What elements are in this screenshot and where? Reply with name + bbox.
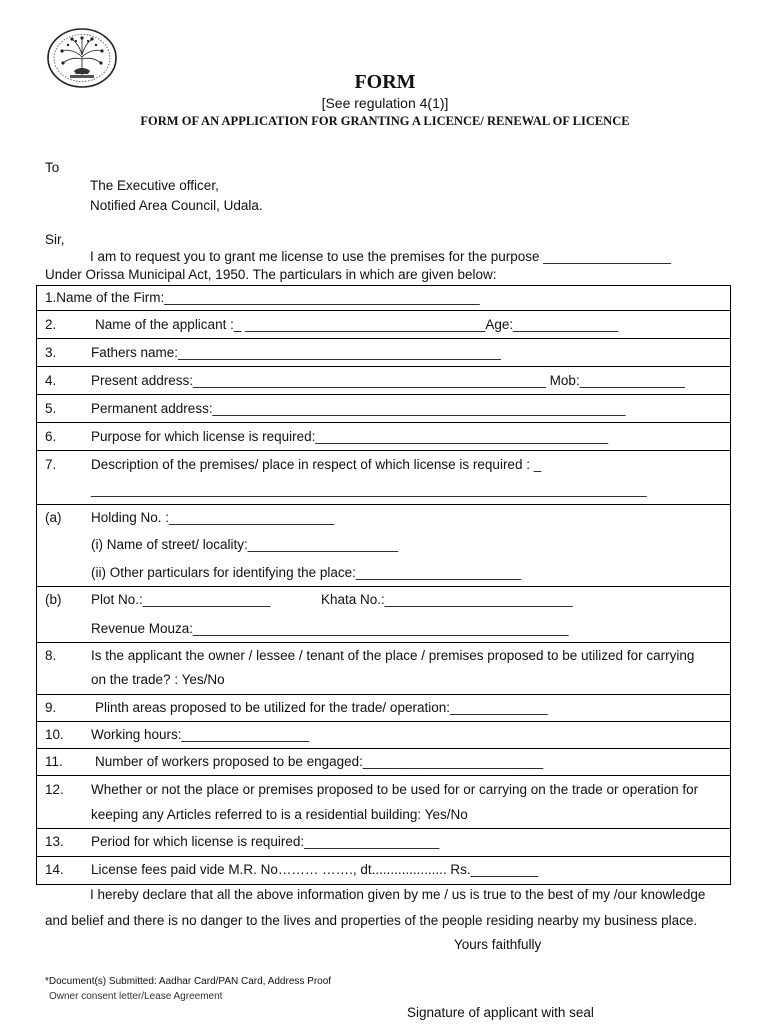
field-premises-description[interactable]: Description of the premises/ place in respect of which license is required : _ — [91, 457, 542, 472]
field-number-of-workers[interactable]: Number of workers proposed to be engaged:________________________ — [95, 754, 544, 769]
row-number: 11. — [45, 754, 63, 769]
row-divider — [37, 504, 730, 505]
field-street-locality[interactable]: (i) Name of street/ locality:____________________ — [91, 537, 398, 552]
row-number: 5. — [45, 401, 57, 416]
field-ownership-answer[interactable]: on the trade? : Yes/No — [91, 672, 225, 687]
row-divider — [37, 721, 730, 722]
row-divider — [37, 642, 730, 643]
row-number: 9. — [45, 700, 57, 715]
field-ownership-question: Is the applicant the owner / lessee / tenant of the place / premises proposed to be utilized for carrying — [91, 648, 695, 663]
row-divider — [37, 586, 730, 587]
row-number: 2. — [45, 317, 57, 332]
field-holding-no[interactable]: Holding No. :______________________ — [91, 510, 335, 525]
row-divider — [37, 828, 730, 829]
field-residential-answer[interactable]: keeping any Articles referred to is a residential building: Yes/No — [91, 807, 468, 822]
row-number: 12. — [45, 782, 64, 797]
field-revenue-mouza[interactable]: Revenue Mouza:__________________________________________________ — [91, 621, 569, 636]
row-number: 3. — [45, 345, 57, 360]
documents-submitted-note: *Document(s) Submitted: Aadhar Card/PAN Card, Address Proof — [45, 976, 332, 987]
signature-label: Signature of applicant with seal — [407, 1005, 594, 1020]
row-number: 8. — [45, 648, 57, 663]
field-license-period[interactable]: Period for which license is required:__________________ — [91, 834, 440, 849]
field-premises-description-line[interactable]: __________________________________________________________________________ — [91, 482, 647, 497]
field-permanent-address[interactable]: Permanent address:_______________________________________________________ — [91, 401, 626, 416]
field-plinth-area[interactable]: Plinth areas proposed to be utilized for the trade/ operation:_____________ — [95, 700, 548, 715]
field-residential-question: Whether or not the place or premises proposed to be used for or carrying on the trade or operation for — [91, 782, 699, 797]
row-number: (a) — [45, 510, 62, 525]
intro-line-1: I am to request you to grant me license to use the premises for the purpose _________________ — [90, 249, 671, 264]
row-divider — [37, 366, 730, 367]
row-divider — [37, 338, 730, 339]
row-divider — [37, 450, 730, 451]
field-fathers-name[interactable]: Fathers name:___________________________________________ — [91, 345, 501, 360]
owner-consent-note: Owner consent letter/Lease Agreement — [49, 991, 223, 1002]
row-divider — [37, 856, 730, 857]
row-divider — [37, 422, 730, 423]
row-divider — [37, 775, 730, 776]
row-divider — [37, 394, 730, 395]
row-number: (b) — [45, 592, 62, 607]
row-number: 13. — [45, 834, 64, 849]
form-title: FORM — [354, 71, 416, 93]
address-to: To — [45, 160, 60, 175]
regulation-reference: [See regulation 4(1)] — [321, 95, 449, 111]
field-present-address-mob[interactable]: Present address:_______________________________________________ Mob:______________ — [91, 373, 685, 388]
address-line-2: Notified Area Council, Udala. — [90, 198, 263, 213]
closing-yours-faithfully: Yours faithfully — [454, 937, 542, 952]
row-divider — [37, 694, 730, 695]
field-working-hours[interactable]: Working hours:_________________ — [91, 727, 310, 742]
row-number: 7. — [45, 457, 57, 472]
row-number: 4. — [45, 373, 57, 388]
row-number: 10. — [45, 727, 64, 742]
form-heading: FORM OF AN APPLICATION FOR GRANTING A LICENCE/ RENEWAL OF LICENCE — [140, 114, 630, 128]
field-applicant-name-age[interactable]: Name of the applicant :_ ________________________________Age:______________ — [95, 317, 619, 332]
particulars-table — [36, 285, 731, 885]
field-firm-name[interactable]: 1.Name of the Firm:__________________________________________ — [45, 290, 480, 305]
declaration-line-1: I hereby declare that all the above information given by me / us is true to the best of my /our knowledge — [90, 887, 706, 902]
field-other-particulars[interactable]: (ii) Other particulars for identifying the place:______________________ — [91, 565, 522, 580]
declaration-line-2: and belief and there is no danger to the lives and properties of the people residing nearby my business place. — [45, 913, 698, 928]
row-number: 14. — [45, 862, 64, 877]
salutation: Sir, — [45, 232, 65, 247]
intro-line-2: Under Orissa Municipal Act, 1950. The particulars in which are given below: — [45, 267, 497, 282]
row-divider — [37, 748, 730, 749]
address-line-1: The Executive officer, — [90, 178, 219, 193]
field-license-fees[interactable]: License fees paid vide M.R. No……… ……., dt.................... Rs._________ — [91, 862, 539, 877]
row-divider — [37, 310, 730, 311]
field-plot-no[interactable]: Plot No.:_________________ — [91, 592, 271, 607]
row-number: 6. — [45, 429, 57, 444]
field-license-purpose[interactable]: Purpose for which license is required:_______________________________________ — [91, 429, 609, 444]
field-khata-no[interactable]: Khata No.:_________________________ — [321, 592, 573, 607]
